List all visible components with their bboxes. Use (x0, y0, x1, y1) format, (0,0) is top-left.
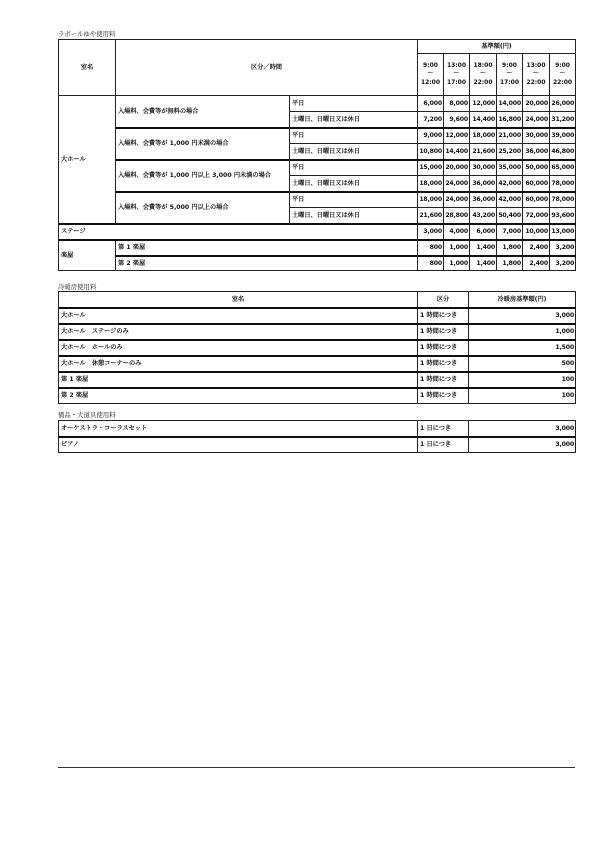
fee-value: 10,800 (418, 144, 444, 160)
table-row (59, 324, 576, 340)
fee-value: 65,000 (550, 160, 576, 176)
fee-value: 2,400 (523, 256, 550, 271)
table-row (59, 437, 576, 453)
air-conditioning-fee-table (58, 291, 576, 404)
fee-condition-label: 入場料、会費等が 5,000 円以上の場合 (116, 192, 290, 224)
table-row (59, 340, 576, 356)
fee-value: 26,000 (550, 96, 576, 112)
fee-value: 12,000 (470, 96, 497, 112)
fee-value: 42,000 (497, 192, 523, 208)
fee-value: 9,000 (418, 128, 444, 144)
footer-divider (58, 767, 575, 768)
fee-value: 93,600 (550, 208, 576, 224)
fee-value: 8,000 (444, 96, 470, 112)
unit: 1 時間につき (418, 388, 469, 404)
fee-value: 15,000 (418, 160, 444, 176)
fee-value: 50,000 (523, 160, 550, 176)
fee-value: 21,600 (418, 208, 444, 224)
fee-value: 18,000 (418, 176, 444, 192)
usage-fee-table (58, 39, 576, 271)
equipment-name: ピアノ (59, 437, 418, 453)
table-row (59, 192, 576, 208)
fee-value: 60,000 (523, 176, 550, 192)
fee-value: 30,000 (470, 160, 497, 176)
fee-value: 1,000 (469, 324, 576, 340)
room-name: 第 1 楽屋 (59, 372, 418, 388)
fee-value: 1,000 (444, 240, 470, 256)
fee-value: 500 (469, 356, 576, 372)
header-room: 室名 (59, 292, 418, 308)
fee-value: 14,400 (444, 144, 470, 160)
fee-value: 78,000 (550, 192, 576, 208)
table-row (59, 388, 576, 404)
unit: 1 時間につき (418, 356, 469, 372)
room-name-hall: 大ホール (59, 96, 116, 224)
table-row (59, 224, 576, 240)
time-slot: 9:00 ～ 12:00 (418, 54, 444, 96)
fee-value: 7,200 (418, 112, 444, 128)
time-slot: 13:00 ～ 22:00 (523, 54, 550, 96)
fee-value: 72,000 (523, 208, 550, 224)
fee-value: 7,000 (497, 224, 523, 240)
fee-value: 3,200 (550, 240, 576, 256)
fee-value: 4,000 (444, 224, 470, 240)
table-row (59, 356, 576, 372)
header-division: 区分 (418, 292, 469, 308)
fee-value: 28,800 (444, 208, 470, 224)
fee-value: 18,000 (470, 128, 497, 144)
section2-caption: 冷暖房使用料 (58, 283, 97, 291)
fee-value: 24,000 (444, 192, 470, 208)
fee-value: 43,200 (470, 208, 497, 224)
day-type: 平日 (290, 128, 418, 144)
fee-value: 36,000 (470, 176, 497, 192)
section3-caption: 備品・大道具使用料 (58, 411, 116, 419)
fee-value: 21,600 (470, 144, 497, 160)
unit: 1 時間につき (418, 324, 469, 340)
fee-value: 1,800 (497, 240, 523, 256)
fee-value: 1,400 (470, 240, 497, 256)
table-row (59, 160, 576, 176)
fee-condition-label: 入場料、会費等が 1,000 円以上 3,000 円未満の場合 (116, 160, 290, 192)
section1-caption: ラポールゆや使用料 (58, 30, 116, 38)
day-type: 平日 (290, 160, 418, 176)
unit: 1 日につき (418, 437, 469, 453)
day-type: 土曜日、日曜日又は休日 (290, 208, 418, 224)
fee-value: 21,000 (497, 128, 523, 144)
fee-value: 3,200 (550, 256, 576, 271)
fee-value: 6,000 (418, 96, 444, 112)
fee-value: 30,000 (523, 128, 550, 144)
fee-value: 800 (418, 256, 444, 271)
fee-value: 800 (418, 240, 444, 256)
fee-value: 1,800 (497, 256, 523, 271)
fee-value: 14,400 (470, 112, 497, 128)
room-name-stage: ステージ (59, 224, 418, 240)
day-type: 土曜日、日曜日又は休日 (290, 112, 418, 128)
header-base-amount: 基準額(円) (418, 40, 576, 54)
fee-value: 2,400 (523, 240, 550, 256)
fee-value: 24,000 (444, 176, 470, 192)
fee-value: 39,000 (550, 128, 576, 144)
day-type: 土曜日、日曜日又は休日 (290, 144, 418, 160)
room-name: 大ホール ステージのみ (59, 324, 418, 340)
fee-value: 20,000 (444, 160, 470, 176)
fee-value: 12,000 (444, 128, 470, 144)
table-row (59, 240, 576, 256)
room-name: 大ホール ホールのみ (59, 340, 418, 356)
room-name: 大ホール 休憩コーナーのみ (59, 356, 418, 372)
table-row (59, 96, 576, 112)
time-slot: 13:00 ～ 17:00 (444, 54, 470, 96)
fee-value: 60,000 (523, 192, 550, 208)
fee-value: 42,000 (497, 176, 523, 192)
fee-value: 9,600 (444, 112, 470, 128)
unit: 1 日につき (418, 421, 469, 437)
fee-value: 1,000 (444, 256, 470, 271)
time-slot: 9:00 ～ 17:00 (497, 54, 523, 96)
fee-value: 3,000 (418, 224, 444, 240)
fee-value: 35,000 (497, 160, 523, 176)
fee-value: 20,000 (523, 96, 550, 112)
fee-value: 100 (469, 372, 576, 388)
day-type: 土曜日、日曜日又は休日 (290, 176, 418, 192)
fee-value: 1,500 (469, 340, 576, 356)
time-slot: 9:00 ～ 22:00 (550, 54, 576, 96)
unit: 1 時間につき (418, 372, 469, 388)
table-row (59, 128, 576, 144)
header-room: 室名 (59, 40, 116, 96)
fee-value: 10,000 (523, 224, 550, 240)
time-slot: 18:00 ～ 22:00 (470, 54, 497, 96)
fee-value: 6,000 (470, 224, 497, 240)
fee-value: 36,000 (523, 144, 550, 160)
fee-value: 25,200 (497, 144, 523, 160)
fee-value: 24,000 (523, 112, 550, 128)
fee-value: 16,800 (497, 112, 523, 128)
fee-value: 78,000 (550, 176, 576, 192)
header-ac-base-amount: 冷暖房基準額(円) (469, 292, 576, 308)
equipment-name: オーケストラ・コーラスセット (59, 421, 418, 437)
table-row (59, 308, 576, 324)
unit: 1 時間につき (418, 308, 469, 324)
fee-value: 18,000 (418, 192, 444, 208)
fee-value: 50,400 (497, 208, 523, 224)
table-row (59, 256, 576, 271)
fee-value: 1,400 (470, 256, 497, 271)
equipment-fee-table (58, 420, 576, 453)
fee-value: 46,800 (550, 144, 576, 160)
room-name: 第 2 楽屋 (59, 388, 418, 404)
fee-condition-label: 入場料、会費等が 1,000 円未満の場合 (116, 128, 290, 160)
fee-value: 36,000 (470, 192, 497, 208)
day-type: 平日 (290, 192, 418, 208)
header-division-time: 区分／時間 (116, 40, 418, 96)
day-type: 平日 (290, 96, 418, 112)
table-row (59, 372, 576, 388)
room-name-dressing: 楽屋 (59, 240, 116, 271)
fee-value: 13,000 (550, 224, 576, 240)
fee-value: 14,000 (497, 96, 523, 112)
fee-value: 3,000 (469, 308, 576, 324)
fee-condition-label: 入場料、会費等が無料の場合 (116, 96, 290, 128)
fee-value: 3,000 (469, 437, 576, 453)
dressing-room-name: 第 1 楽屋 (116, 240, 418, 256)
room-name: 大ホール (59, 308, 418, 324)
fee-value: 31,200 (550, 112, 576, 128)
table-row (59, 421, 576, 437)
dressing-room-name: 第 2 楽屋 (116, 256, 418, 271)
fee-value: 100 (469, 388, 576, 404)
fee-value: 3,000 (469, 421, 576, 437)
unit: 1 時間につき (418, 340, 469, 356)
